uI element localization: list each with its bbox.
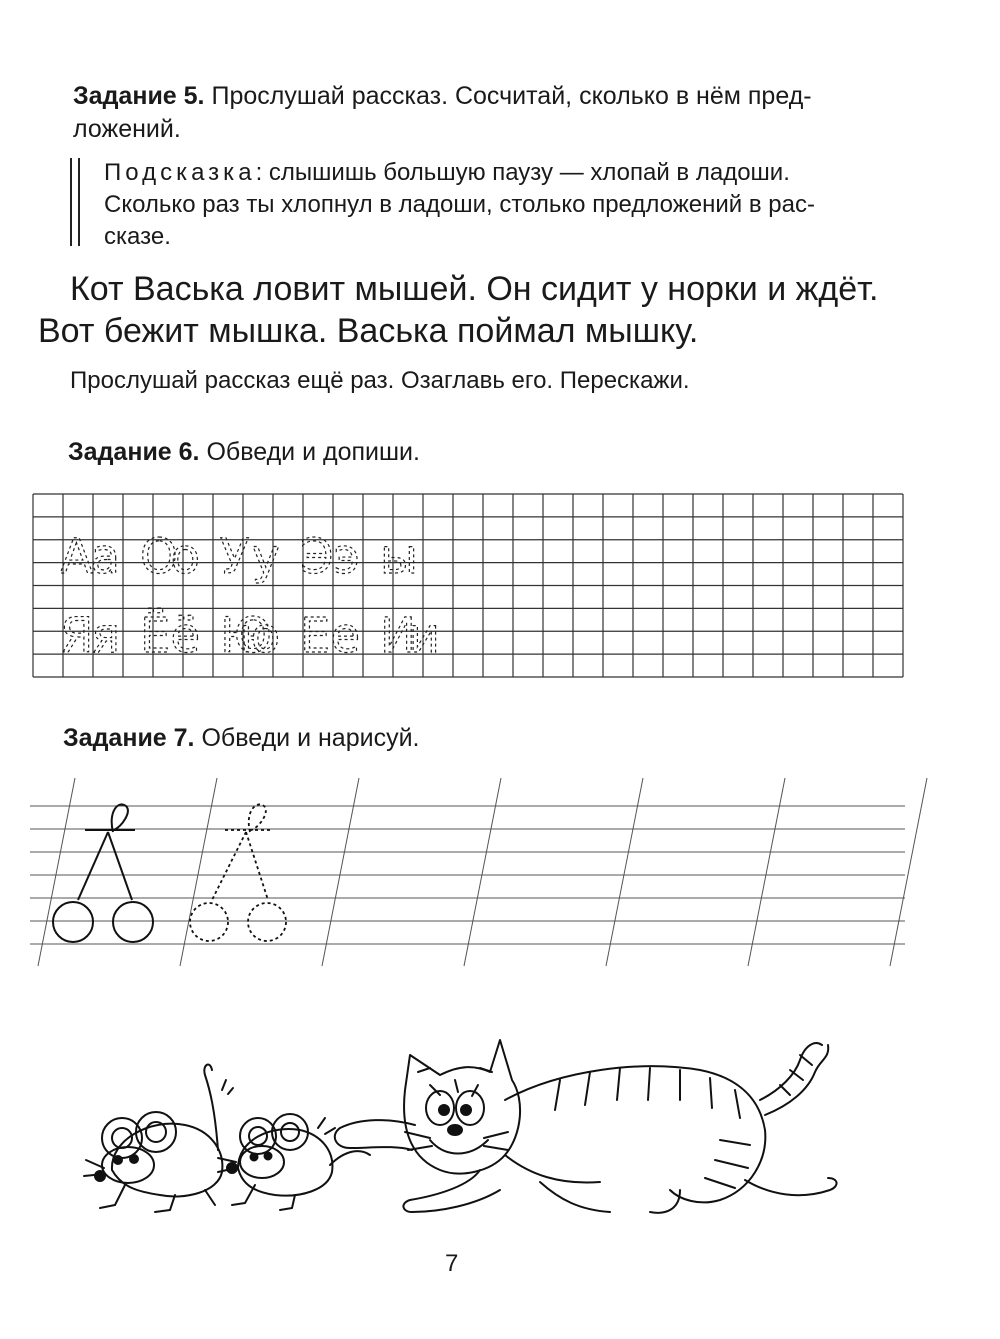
grid-row2-letters-1: Ёё [140,608,200,664]
hint-label: Подсказка [104,159,256,186]
mouse-left [84,1065,233,1212]
task5-text-line2: ложений. [73,115,181,143]
grid-row2-letters-3: Ее [300,608,360,664]
story-line1: Кот Васька ловит мышей. Он сидит у норки и ждёт. [70,270,879,308]
hint-line3: сказе. [104,223,171,250]
page-number: 7 [445,1250,459,1277]
grid-row1-letters-1: Оо [140,529,200,585]
grid-row2-letters-2: Юю [220,608,280,664]
task6-label: Задание 6. [68,438,200,466]
mouse-right [218,1114,370,1210]
grid-row1-letters-0: Аа [60,529,120,585]
task5-label: Задание 5. [73,82,205,110]
story-line2: Вот бежит мышка. Васька поймал мышку. [38,312,699,350]
grid-row2-letters-0: Яя [60,608,120,664]
grid-row1-letters-4: ы [380,529,418,585]
hint-line2: Сколько раз ты хлопнул в ладоши, столько предложений в рас- [104,191,815,218]
task7-label: Задание 7. [63,724,195,752]
cat [335,1040,837,1213]
grid-row2-letters-4: Ии [380,608,440,664]
retell-instruction: Прослушай рассказ ещё раз. Озаглавь его. Перескажи. [70,367,690,394]
grid-row1-letters-3: Ээ [300,529,360,585]
task5-text-line1: Прослушай рассказ. Сосчитай, сколько в нём пред- [211,82,812,110]
task7-text: Обведи и нарисуй. [201,724,420,752]
hint-line1-rest: : слышишь большую паузу — хлопай в ладоши. [255,159,790,186]
task6-text: Обведи и допиши. [206,438,420,466]
grid-row1-letters-2: Уу [220,529,280,585]
